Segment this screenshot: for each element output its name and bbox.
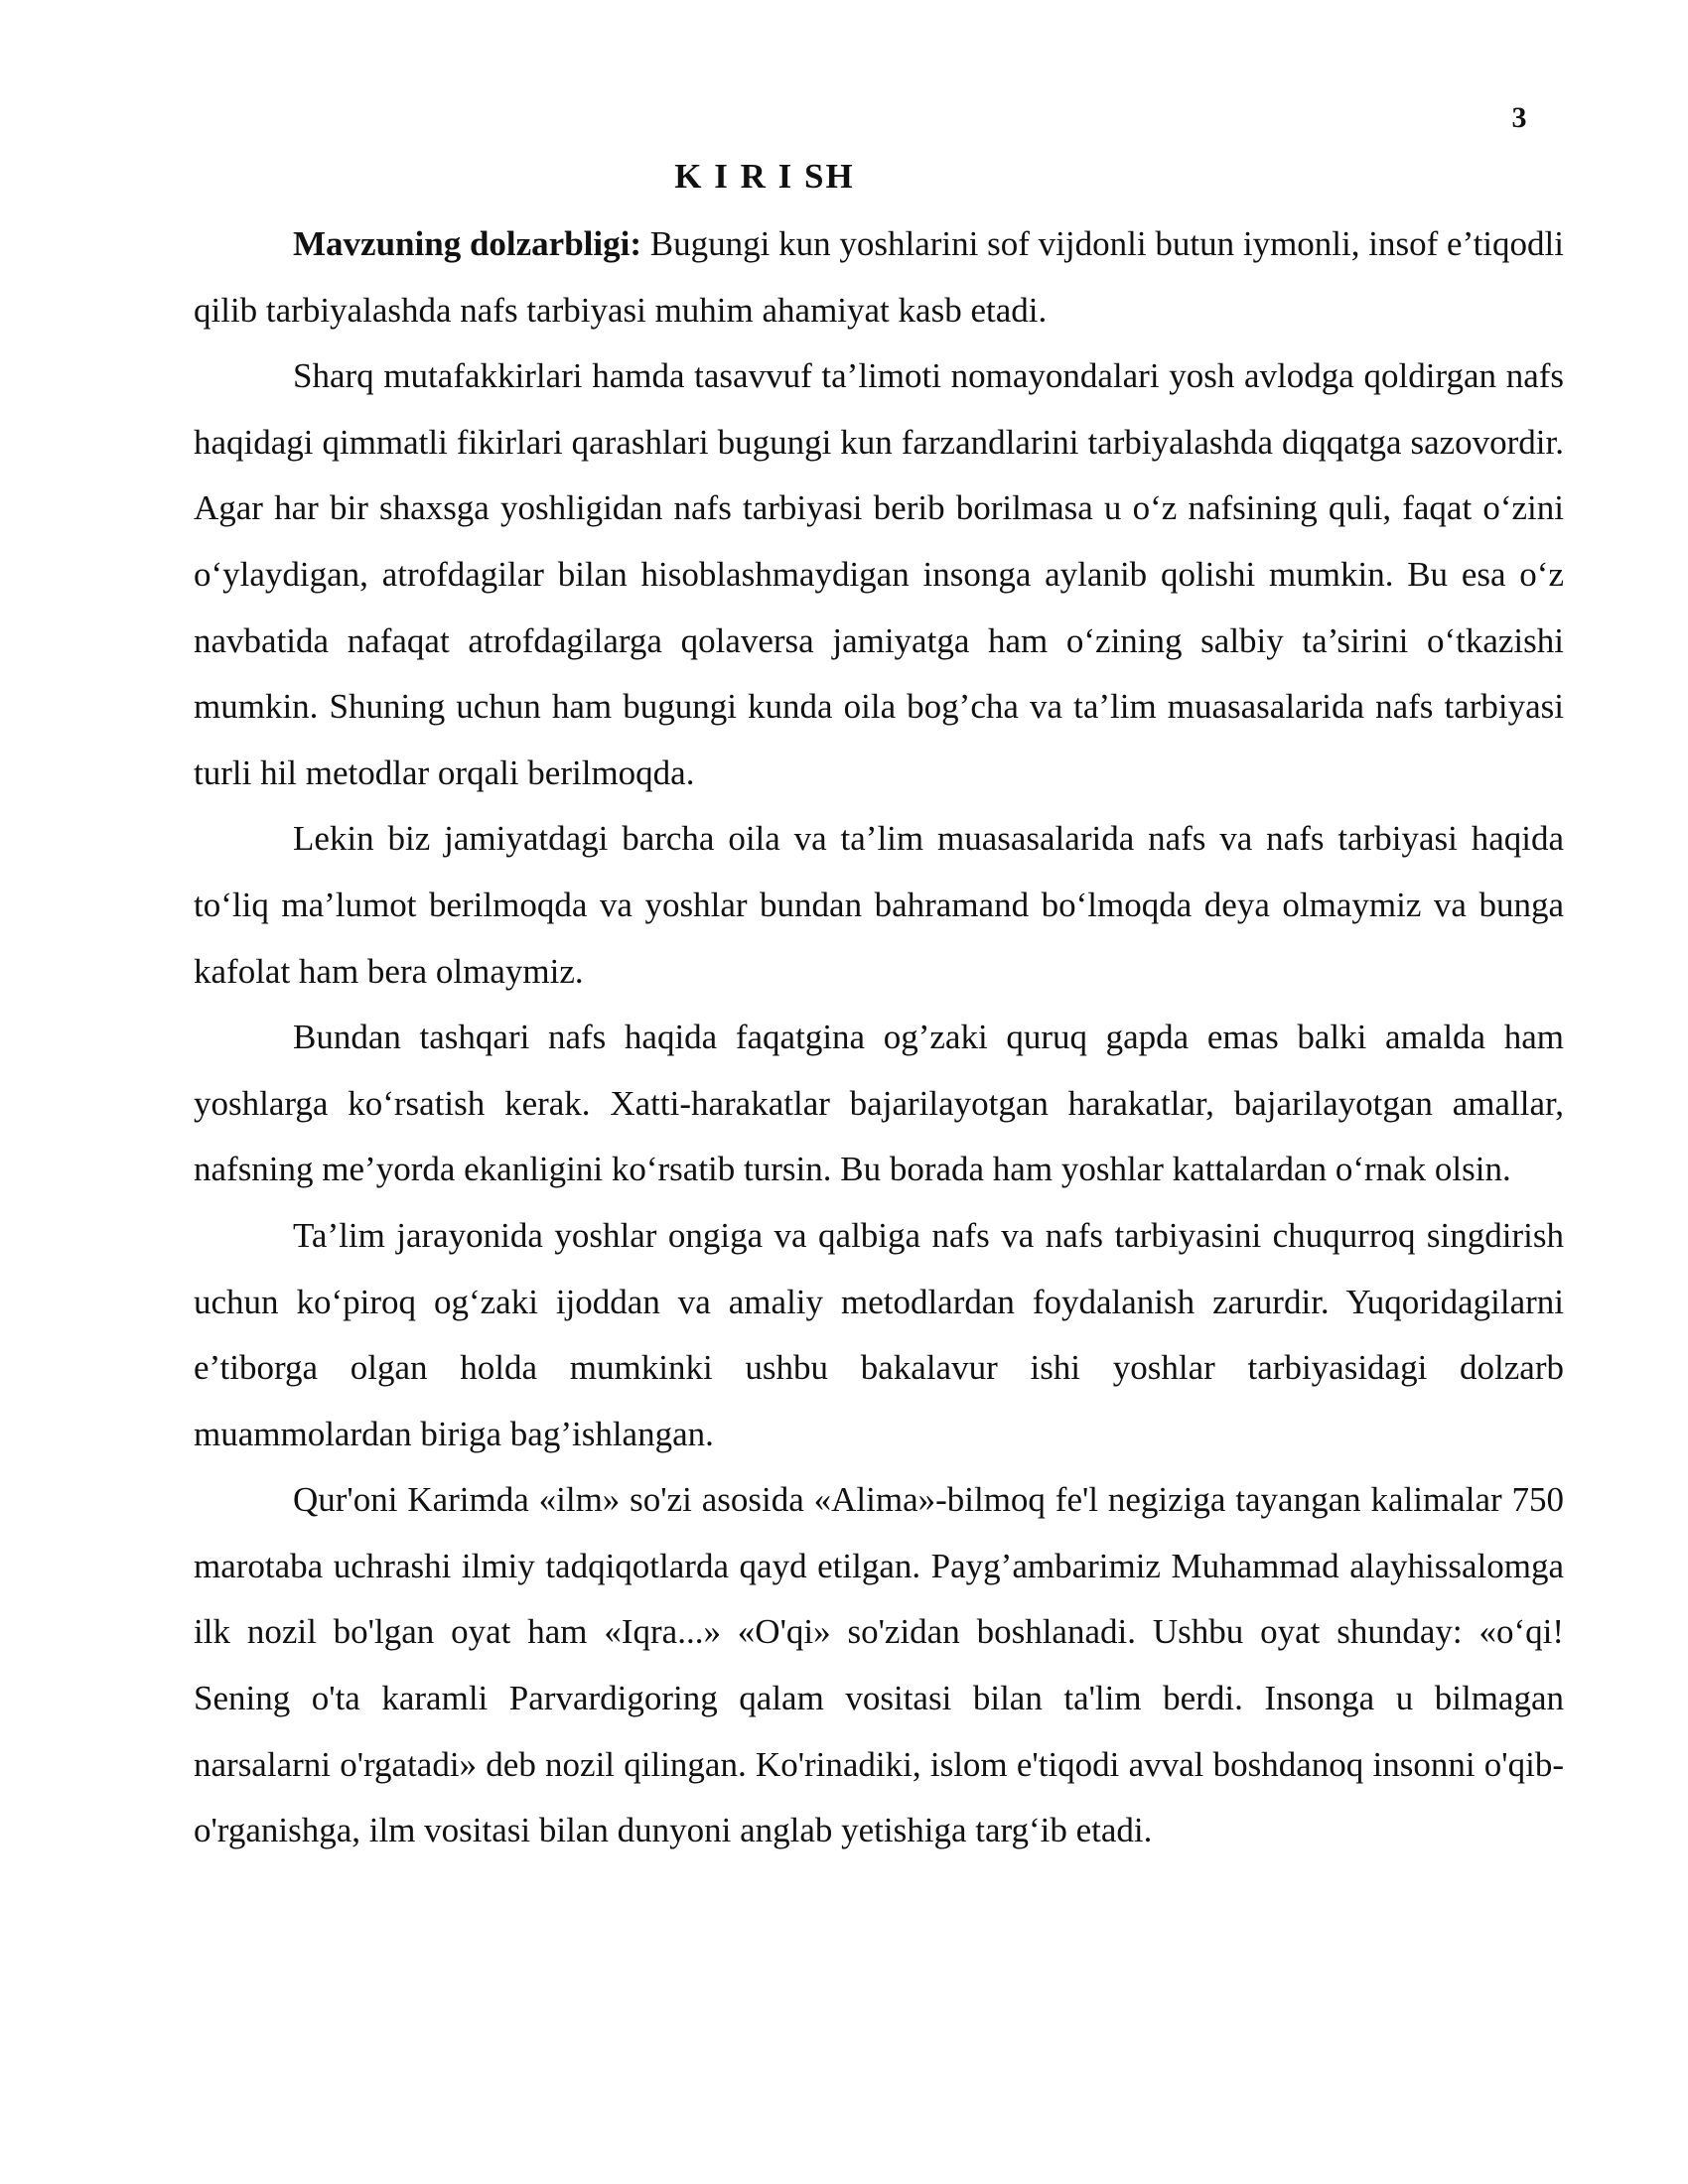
paragraph: Ta’lim jarayonida yoshlar ongiga va qalbiga nafs va nafs tarbiyasini chuqurroq singdirish uchun ko‘piroq og‘zaki ijoddan va amaliy metodlardan foydalanish zarurdir. Yuqoridagilarni e’tiborga olgan holda mumkinki ushbu bakalavur ishi yoshlar tarbiyasidagi dolzarb muammolardan biriga bag’ishlangan.	[194, 1215, 1564, 1453]
paragraph: Sharq mutafakkirlari hamda tasavvuf ta’limoti nomayondalari yosh avlodga qoldirgan nafs haqidagi qimmatli fikirlari qarashlari bugungi kun farzandlarini tarbiyalashda diqqatga sazovordir. Agar har bir shaxsga yoshligidan nafs tarbiyasi berib borilmasa u o‘z nafsining quli, faqat o‘zini o‘ylaydigan, atrofdagilar bilan hisoblashmaydigan insonga aylanib qolishi mumkin. Bu esa o‘z navbatida nafaqat atrofdagilarga qolaversa jamiyatga ham o‘zining salbiy ta’sirini o‘tkazishi mumkin. Shuning uchun ham bugungi kunda oila bog’cha va ta’lim muasasalarida nafs tarbiyasi turli hil metodlar orqali berilmoqda.	[194, 356, 1564, 792]
paragraph: Qur'oni Karimda «ilm» so'zi asosida «Alima»-bilmoq fe'l negiziga tayangan kalimalar 750 marotaba uchrashi ilmiy tadqiqotlarda qayd etilgan. Payg’ambarimiz Muhammad alayhissalomga ilk nozil bo'lgan oyat ham «Iqra...» «O'qi» so'zidan boshlanadi. Ushbu oyat shunday: «o‘qi! Sening o'ta karamli Parvardigoring qalam vositasi bilan ta'lim berdi. Insonga u bilmagan narsalarni o'rgatadi» deb nozil qilingan. Ko'rinadiki, islom e'tiqodi avval boshdanoq insonni o'qib-o'rganishga, ilm vositasi bilan dunyoni anglab yetishiga targ‘ib etadi.	[194, 1480, 1564, 1850]
page-number: 3	[1511, 101, 1527, 134]
paragraph-intro	[194, 211, 1564, 343]
paragraph: Bundan tashqari nafs haqida faqatgina og’zaki quruq gapda emas balki amalda ham yoshlarga ko‘rsatish kerak. Xatti-harakatlar bajarilayotgan harakatlar, bajarilayotgan amallar, nafsning me’yorda ekanligini ko‘rsatib tursin. Bu borada ham yoshlar kattalardan o‘rnak olsin.	[194, 1018, 1564, 1189]
document-body	[194, 211, 1564, 1864]
page-title: K I R I SH	[674, 157, 855, 196]
paragraph: Lekin biz jamiyatdagi barcha oila va ta’lim muasasalarida nafs va nafs tarbiyasi haqida to‘liq ma’lumot berilmoqda va yoshlar bundan bahramand bo‘lmoqda deya olmaymiz va bunga kafolat ham bera olmaymiz.	[194, 819, 1564, 991]
paragraph-text: Bugungi kun yoshlarini sof vijdonli butun iymonli, insof e’tiqodli qilib tarbiyalashda nafs tarbiyasi muhim ahamiyat kasb etadi.	[194, 224, 1564, 330]
lead-label: Mavzuning dolzarbligi:	[293, 224, 642, 263]
